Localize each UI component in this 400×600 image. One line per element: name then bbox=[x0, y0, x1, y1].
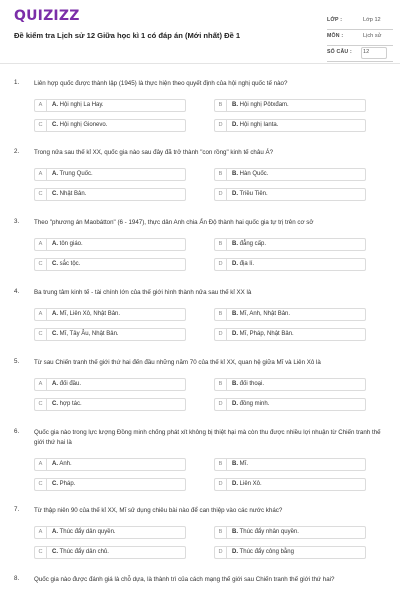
option-key: B. bbox=[232, 241, 238, 247]
header-divider bbox=[0, 63, 400, 64]
meta-label-count: SỐ CÂU : bbox=[327, 49, 352, 55]
option-value: Nhật Bản. bbox=[59, 191, 87, 197]
option-value: hợp tác. bbox=[59, 401, 82, 407]
option-key: C. bbox=[52, 549, 58, 555]
meta-row-count bbox=[327, 46, 393, 62]
answer-option-a[interactable] bbox=[34, 308, 186, 321]
answer-option-b[interactable] bbox=[214, 308, 366, 321]
option-letter: D bbox=[215, 399, 227, 410]
option-key: C. bbox=[52, 122, 58, 128]
option-letter: B bbox=[215, 309, 227, 320]
answer-option-d[interactable] bbox=[214, 478, 366, 491]
option-letter: A bbox=[35, 100, 47, 111]
meta-value-subject: Lịch sử bbox=[363, 33, 382, 39]
answer-option-a[interactable] bbox=[34, 458, 186, 471]
option-text bbox=[52, 169, 93, 180]
answer-option-c[interactable] bbox=[34, 258, 186, 271]
question-number: 4. bbox=[14, 288, 20, 295]
option-text bbox=[52, 189, 86, 200]
option-letter: B bbox=[215, 100, 227, 111]
option-value: Mĩ, Pháp, Nhật Bản. bbox=[239, 331, 294, 337]
option-value: địa lí. bbox=[239, 261, 255, 267]
option-letter: B bbox=[215, 527, 227, 538]
answer-option-d[interactable] bbox=[214, 119, 366, 132]
meta-label-class: LỚP : bbox=[327, 17, 343, 23]
option-value: Thúc đẩy dân chủ. bbox=[59, 549, 109, 555]
option-key: B. bbox=[232, 461, 238, 467]
option-value: Hội nghị Gionevo. bbox=[59, 122, 108, 128]
meta-row-subject bbox=[327, 30, 393, 46]
option-key: A. bbox=[52, 461, 58, 467]
option-value: Triều Tiên. bbox=[239, 191, 268, 197]
option-text bbox=[52, 309, 120, 320]
answer-option-c[interactable] bbox=[34, 119, 186, 132]
option-text bbox=[232, 479, 262, 490]
question-number: 1. bbox=[14, 79, 20, 86]
question-text: Từ thập niên 90 của thế kỉ XX, Mĩ sử dụng chiêu bài nào để can thiệp vào các nước khác? bbox=[34, 507, 283, 514]
question-text: Quốc gia nào được đánh giá là chỗ dựa, là thành trì của cách mạng thế giới sau Chiến tranh thế giới thứ hai? bbox=[34, 576, 335, 583]
option-value: Hội nghị Pôtxđam. bbox=[239, 102, 289, 108]
option-key: A. bbox=[52, 102, 58, 108]
question-text: Trong nửa sau thế kỉ XX, quốc gia nào sau đây đã trở thành "con rồng" kinh tế châu Á? bbox=[34, 149, 274, 156]
option-value: đẳng cấp. bbox=[239, 241, 267, 247]
option-key: A. bbox=[52, 529, 58, 535]
quizizz-logo: QUIZIZZ bbox=[14, 8, 80, 24]
option-key: D. bbox=[232, 261, 238, 267]
question-number: 2. bbox=[14, 148, 20, 155]
option-key: A. bbox=[52, 171, 58, 177]
meta-value-count: 12 bbox=[363, 49, 370, 55]
option-key: D. bbox=[232, 401, 238, 407]
option-key: D. bbox=[232, 481, 238, 487]
option-value: Mĩ. bbox=[239, 461, 249, 467]
option-text bbox=[52, 379, 81, 390]
option-letter: C bbox=[35, 399, 47, 410]
option-key: B. bbox=[232, 381, 238, 387]
option-value: tôn giáo. bbox=[59, 241, 83, 247]
answer-option-a[interactable] bbox=[34, 238, 186, 251]
question-text: Quốc gia nào trong lực lượng Đồng minh chống phát xít không bị thiệt hại mà còn thu được nhiều lợi nhuận từ Chiến tranh thế giới thứ hai là bbox=[34, 429, 381, 446]
option-text bbox=[52, 120, 107, 131]
option-value: Mĩ, Tây Âu, Nhật Bản. bbox=[59, 331, 119, 337]
meta-label-subject: MÔN : bbox=[327, 33, 344, 39]
option-text bbox=[52, 479, 75, 490]
option-letter: D bbox=[215, 547, 227, 558]
answer-option-b[interactable] bbox=[214, 378, 366, 391]
option-value: Mĩ, Liên Xô, Nhật Bản. bbox=[59, 311, 121, 317]
option-letter: D bbox=[215, 329, 227, 340]
option-letter: B bbox=[215, 169, 227, 180]
option-value: đối đầu. bbox=[59, 381, 82, 387]
option-key: B. bbox=[232, 102, 238, 108]
question-text: Theo "phương án Maobátton" (6 - 1947), thực dân Anh chia Ấn Độ thành hai quốc gia tự trị trên cơ sở bbox=[34, 219, 314, 226]
option-letter: C bbox=[35, 547, 47, 558]
option-text bbox=[232, 379, 264, 390]
option-key: A. bbox=[52, 241, 58, 247]
document-header bbox=[0, 0, 400, 62]
option-value: sắc tộc. bbox=[59, 261, 81, 267]
option-key: C. bbox=[52, 331, 58, 337]
option-text bbox=[52, 239, 83, 250]
option-text bbox=[52, 459, 72, 470]
option-text bbox=[232, 100, 289, 111]
option-text bbox=[52, 259, 80, 270]
question-text: Ba trung tâm kinh tế - tài chính lớn của thế giới hình thành nửa sau thế kỉ XX là bbox=[34, 289, 252, 296]
answer-option-d[interactable] bbox=[214, 398, 366, 411]
option-value: Thúc đẩy nhân quyền. bbox=[239, 529, 299, 535]
answer-option-b[interactable] bbox=[214, 99, 366, 112]
option-value: Hội nghị Ianta. bbox=[239, 122, 279, 128]
option-value: Mĩ, Anh, Nhật Bản. bbox=[239, 311, 291, 317]
answer-option-a[interactable] bbox=[34, 526, 186, 539]
option-key: B. bbox=[232, 171, 238, 177]
option-key: B. bbox=[232, 311, 238, 317]
option-text bbox=[232, 527, 299, 538]
question-number: 5. bbox=[14, 358, 20, 365]
option-letter: A bbox=[35, 309, 47, 320]
option-value: Liên Xô. bbox=[239, 481, 262, 487]
option-letter: D bbox=[215, 479, 227, 490]
question-number: 8. bbox=[14, 575, 20, 582]
option-value: Hội nghị La Hay. bbox=[59, 102, 104, 108]
answer-option-d[interactable] bbox=[214, 546, 366, 559]
option-letter: C bbox=[35, 189, 47, 200]
answer-option-d[interactable] bbox=[214, 328, 366, 341]
option-text bbox=[52, 399, 82, 410]
meta-value-class: Lớp 12 bbox=[363, 17, 381, 23]
option-letter: C bbox=[35, 329, 47, 340]
option-value: Anh. bbox=[59, 461, 72, 467]
option-text bbox=[232, 120, 278, 131]
option-text bbox=[52, 527, 116, 538]
option-letter: C bbox=[35, 259, 47, 270]
option-letter: A bbox=[35, 527, 47, 538]
answer-option-d[interactable] bbox=[214, 188, 366, 201]
option-letter: C bbox=[35, 120, 47, 131]
option-letter: A bbox=[35, 169, 47, 180]
option-letter: A bbox=[35, 459, 47, 470]
answer-option-b[interactable] bbox=[214, 238, 366, 251]
answer-option-a[interactable] bbox=[34, 99, 186, 112]
question-number: 7. bbox=[14, 506, 20, 513]
answer-option-b[interactable] bbox=[214, 458, 366, 471]
answer-option-a[interactable] bbox=[34, 168, 186, 181]
option-value: Thúc đẩy dân quyền. bbox=[59, 529, 116, 535]
option-text bbox=[232, 189, 268, 200]
option-letter: D bbox=[215, 189, 227, 200]
option-key: C. bbox=[52, 261, 58, 267]
answer-option-a[interactable] bbox=[34, 378, 186, 391]
option-text bbox=[232, 547, 294, 558]
option-text bbox=[232, 399, 269, 410]
option-key: A. bbox=[52, 381, 58, 387]
option-letter: A bbox=[35, 379, 47, 390]
answer-option-c[interactable] bbox=[34, 398, 186, 411]
option-key: A. bbox=[52, 311, 58, 317]
answer-option-b[interactable] bbox=[214, 168, 366, 181]
option-letter: B bbox=[215, 379, 227, 390]
answer-option-c[interactable] bbox=[34, 328, 186, 341]
option-key: C. bbox=[52, 191, 58, 197]
option-text bbox=[232, 239, 266, 250]
option-letter: D bbox=[215, 120, 227, 131]
answer-option-d[interactable] bbox=[214, 258, 366, 271]
option-value: Trung Quốc. bbox=[59, 171, 93, 177]
option-value: đồng minh. bbox=[239, 401, 270, 407]
answer-option-c[interactable] bbox=[34, 188, 186, 201]
option-text bbox=[232, 329, 294, 340]
option-text bbox=[232, 309, 290, 320]
document-meta bbox=[327, 14, 393, 62]
option-key: B. bbox=[232, 529, 238, 535]
option-key: D. bbox=[232, 122, 238, 128]
option-text bbox=[52, 329, 119, 340]
question-number: 6. bbox=[14, 428, 20, 435]
document-title: Đề kiểm tra Lịch sử 12 Giữa học kì 1 có đáp án (Mới nhất) Đề 1 bbox=[14, 31, 241, 40]
option-key: C. bbox=[52, 401, 58, 407]
option-value: Pháp. bbox=[59, 481, 76, 487]
option-key: D. bbox=[232, 191, 238, 197]
option-text bbox=[52, 547, 109, 558]
option-letter: C bbox=[35, 479, 47, 490]
answer-option-c[interactable] bbox=[34, 478, 186, 491]
option-value: Thúc đẩy công bằng bbox=[239, 549, 294, 555]
option-key: C. bbox=[52, 481, 58, 487]
meta-row-class bbox=[327, 14, 393, 30]
option-value: đối thoại. bbox=[239, 381, 265, 387]
question-number: 3. bbox=[14, 218, 20, 225]
option-letter: B bbox=[215, 459, 227, 470]
answer-option-c[interactable] bbox=[34, 546, 186, 559]
option-text bbox=[232, 259, 254, 270]
option-key: D. bbox=[232, 331, 238, 337]
option-key: D. bbox=[232, 549, 238, 555]
option-text bbox=[232, 169, 268, 180]
option-text bbox=[232, 459, 248, 470]
option-letter: A bbox=[35, 239, 47, 250]
option-value: Hàn Quốc. bbox=[239, 171, 269, 177]
question-text: Liên hợp quốc được thành lập (1945) là thực hiện theo quyết định của hội nghị quốc tế nào? bbox=[34, 80, 288, 87]
option-text bbox=[52, 100, 104, 111]
option-letter: B bbox=[215, 239, 227, 250]
answer-option-b[interactable] bbox=[214, 526, 366, 539]
option-letter: D bbox=[215, 259, 227, 270]
question-text: Từ sau Chiến tranh thế giới thứ hai đến đầu những năm 70 của thế kỉ XX, quan hệ giữa Mĩ và Liên Xô là bbox=[34, 359, 321, 366]
